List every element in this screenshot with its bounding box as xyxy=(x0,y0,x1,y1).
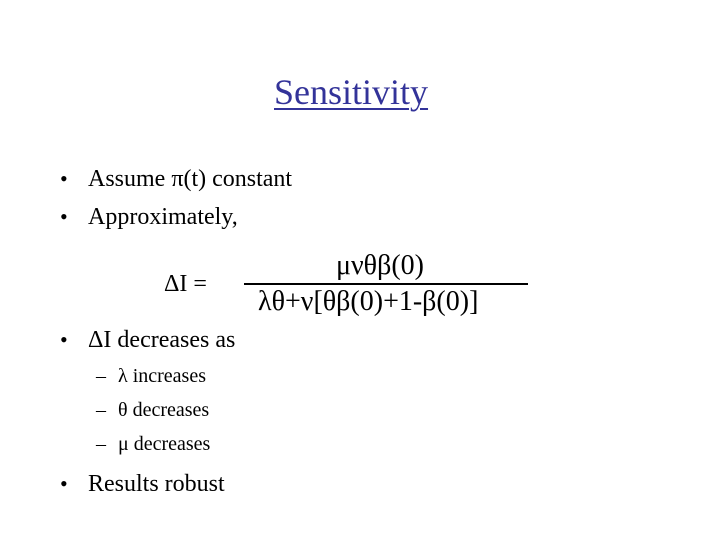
bullet-text: Assume π(t) constant xyxy=(88,166,293,192)
sub-bullet-text: θ decreases xyxy=(118,399,210,421)
bullet-assume xyxy=(60,167,292,191)
bullet-approximately xyxy=(60,205,238,229)
bullet-results-robust xyxy=(60,472,225,496)
bullet-dot: • xyxy=(60,471,68,496)
bullet-text: Results robust xyxy=(88,471,225,497)
sub-bullet-theta xyxy=(96,400,209,420)
sub-bullet-dash: – xyxy=(96,399,106,421)
bullet-text: Approximately, xyxy=(88,204,238,230)
sub-bullet-text: λ increases xyxy=(118,365,206,387)
bullet-dot: • xyxy=(60,204,68,229)
sub-bullet-dash: – xyxy=(96,433,106,455)
fraction-bar xyxy=(244,283,528,285)
sub-bullet-lambda xyxy=(96,366,206,386)
bullet-dot: • xyxy=(60,166,68,191)
bullet-text: ΔI decreases as xyxy=(88,327,236,353)
slide-title: Sensitivity xyxy=(274,72,429,112)
bullet-dot: • xyxy=(60,327,68,352)
sub-bullet-mu xyxy=(96,434,210,454)
sub-bullet-text: μ decreases xyxy=(118,433,211,455)
equation-lhs: ΔI = xyxy=(164,271,207,297)
sub-bullet-dash: – xyxy=(96,365,106,387)
equation-numerator: μνθβ(0) xyxy=(336,250,424,281)
equation-denominator: λθ+ν[θβ(0)+1-β(0)] xyxy=(258,286,479,317)
bullet-delta-i-decreases xyxy=(60,328,235,352)
